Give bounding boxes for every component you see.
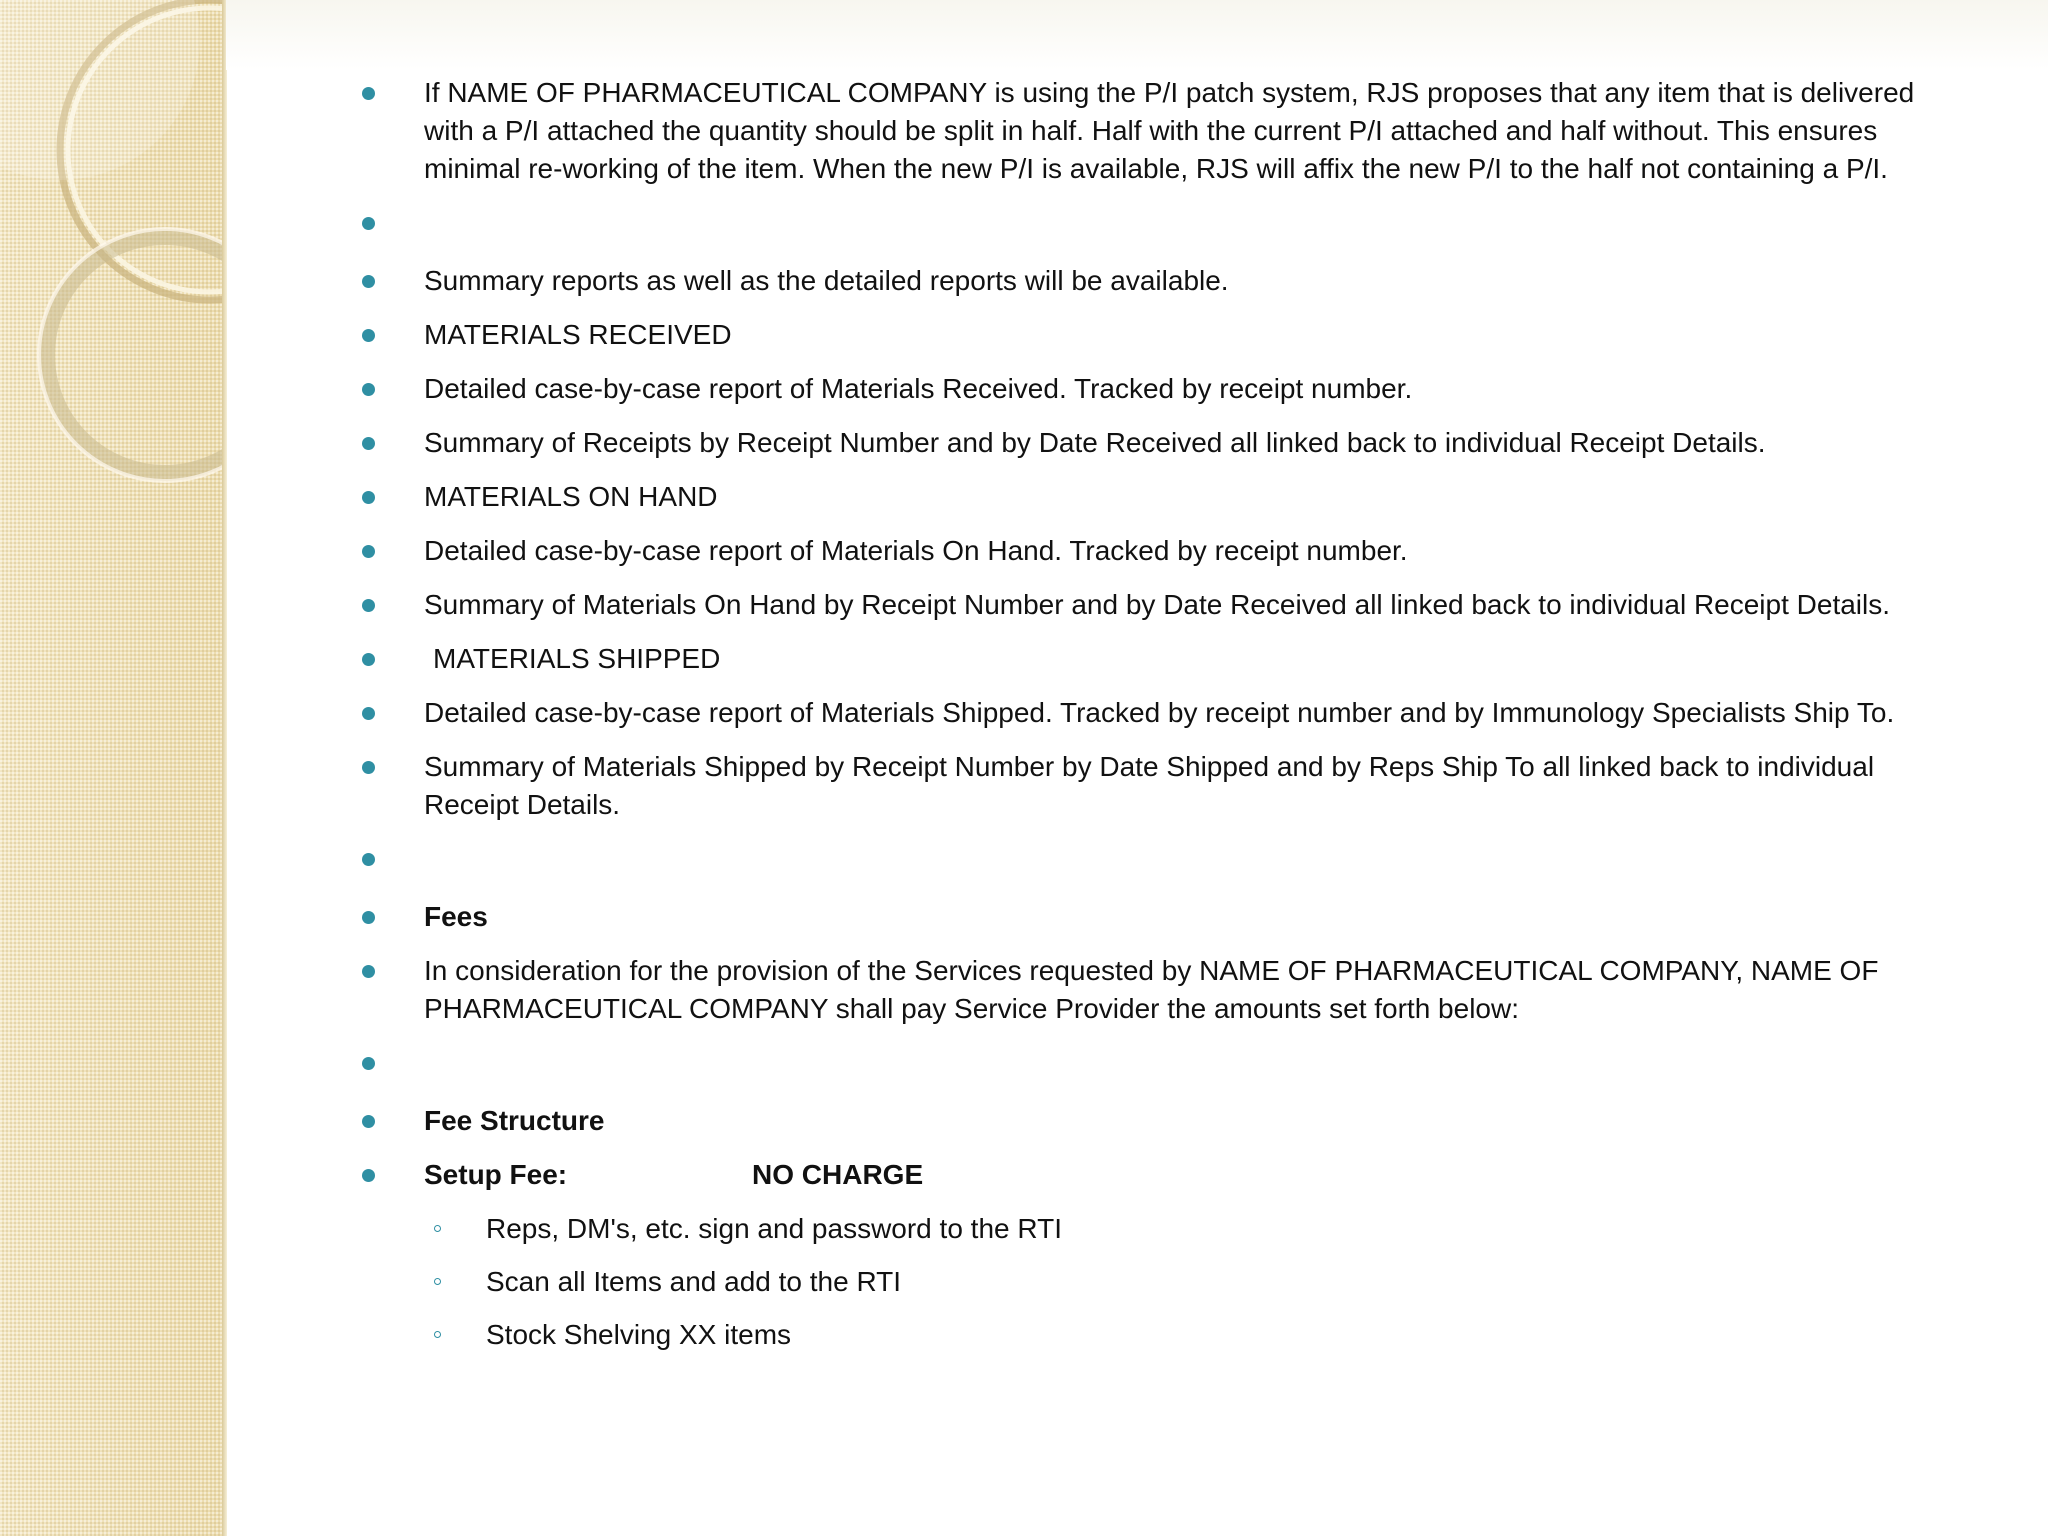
item-text: Summary of Materials Shipped by Receipt Number by Date Shipped and by Reps Ship To all linked back to individual Receipt Details. [424, 751, 1875, 820]
item-text: MATERIALS RECEIVED [424, 319, 732, 350]
fees-heading: Fees [424, 901, 488, 932]
item-text: Detailed case-by-case report of Materials On Hand. Tracked by receipt number. [424, 535, 1408, 566]
list-item [348, 1156, 1968, 1194]
sub-item-text: Scan all Items and add to the RTI [486, 1266, 902, 1297]
item-text: In consideration for the provision of the Services requested by NAME OF PHARMACEUTICAL COMPANY, NAME OF PHARMACEUTICAL COMPANY shall pay Service Provider the amounts set forth below: [424, 955, 1879, 1024]
hollow-bullet-icon [434, 1331, 441, 1338]
setup-fee-label: Setup Fee: [424, 1159, 568, 1190]
item-text: Detailed case-by-case report of Materials Shipped. Tracked by receipt number and by Immunology Specialists Ship To. [424, 697, 1895, 728]
hollow-bullet-icon [434, 1278, 441, 1285]
list-item [348, 478, 1968, 516]
sub-bullet-list [348, 1210, 1968, 1354]
item-text: Summary of Materials On Hand by Receipt Number and by Date Received all linked back to individual Receipt Details. [424, 589, 1891, 620]
bullet-icon [362, 1115, 375, 1128]
item-text: Detailed case-by-case report of Materials Received. Tracked by receipt number. [424, 373, 1413, 404]
item-text: Summary reports as well as the detailed reports will be available. [424, 265, 1229, 296]
bullet-icon [362, 87, 375, 100]
list-item [348, 898, 1968, 936]
list-item [348, 952, 1968, 1028]
bullet-icon [362, 1057, 375, 1070]
bullet-icon [362, 545, 375, 558]
bullet-icon [362, 965, 375, 978]
list-item [348, 316, 1968, 354]
list-item [348, 694, 1968, 732]
slide-content [348, 74, 1968, 1369]
list-item-empty [348, 204, 1968, 242]
bullet-icon [362, 437, 375, 450]
bullet-icon [362, 217, 375, 230]
sub-list-item [348, 1316, 1968, 1354]
bullet-icon [362, 911, 375, 924]
sub-item-text: Stock Shelving XX items [486, 1319, 792, 1350]
bullet-icon [362, 599, 375, 612]
sub-list-item [348, 1263, 1968, 1301]
bullet-icon [362, 853, 375, 866]
bullet-icon [362, 653, 375, 666]
bullet-icon [362, 329, 375, 342]
list-item-empty [348, 1044, 1968, 1082]
sub-item-text: Reps, DM's, etc. sign and password to the RTI [486, 1213, 1062, 1244]
sidebar-edge [222, 0, 227, 1536]
bullet-icon [362, 1169, 375, 1182]
bullet-list [348, 74, 1968, 1194]
list-item [348, 640, 1968, 678]
item-text: MATERIALS ON HAND [424, 481, 718, 512]
list-item [348, 748, 1968, 824]
bullet-icon [362, 383, 375, 396]
bullet-icon [362, 491, 375, 504]
bullet-icon [362, 707, 375, 720]
item-text: Summary of Receipts by Receipt Number and by Date Received all linked back to individual Receipt Details. [424, 427, 1766, 458]
decorative-sidebar [0, 0, 226, 1536]
list-item [348, 586, 1968, 624]
item-text: If NAME OF PHARMACEUTICAL COMPANY is using the P/I patch system, RJS proposes that any item that is delivered with a P/I attached the quantity should be split in half. Half with the current P/I attached and half without. This ensures minimal re-working of the item. When the new P/I is available, RJS will affix the new P/I to the half not containing a P/I. [424, 77, 1915, 184]
bullet-icon [362, 761, 375, 774]
fee-structure-heading: Fee Structure [424, 1105, 605, 1136]
decorative-rings [0, 0, 226, 520]
list-item [348, 74, 1968, 188]
hollow-bullet-icon [434, 1225, 441, 1232]
bullet-icon [362, 275, 375, 288]
list-item [348, 424, 1968, 462]
list-item [348, 1102, 1968, 1140]
item-text: MATERIALS SHIPPED [433, 643, 721, 674]
list-item [348, 370, 1968, 408]
sub-list-item [348, 1210, 1968, 1248]
list-item [348, 532, 1968, 570]
list-item [348, 262, 1968, 300]
setup-fee-value: NO CHARGE [752, 1159, 924, 1190]
top-strip [226, 0, 2048, 70]
list-item-empty [348, 840, 1968, 878]
